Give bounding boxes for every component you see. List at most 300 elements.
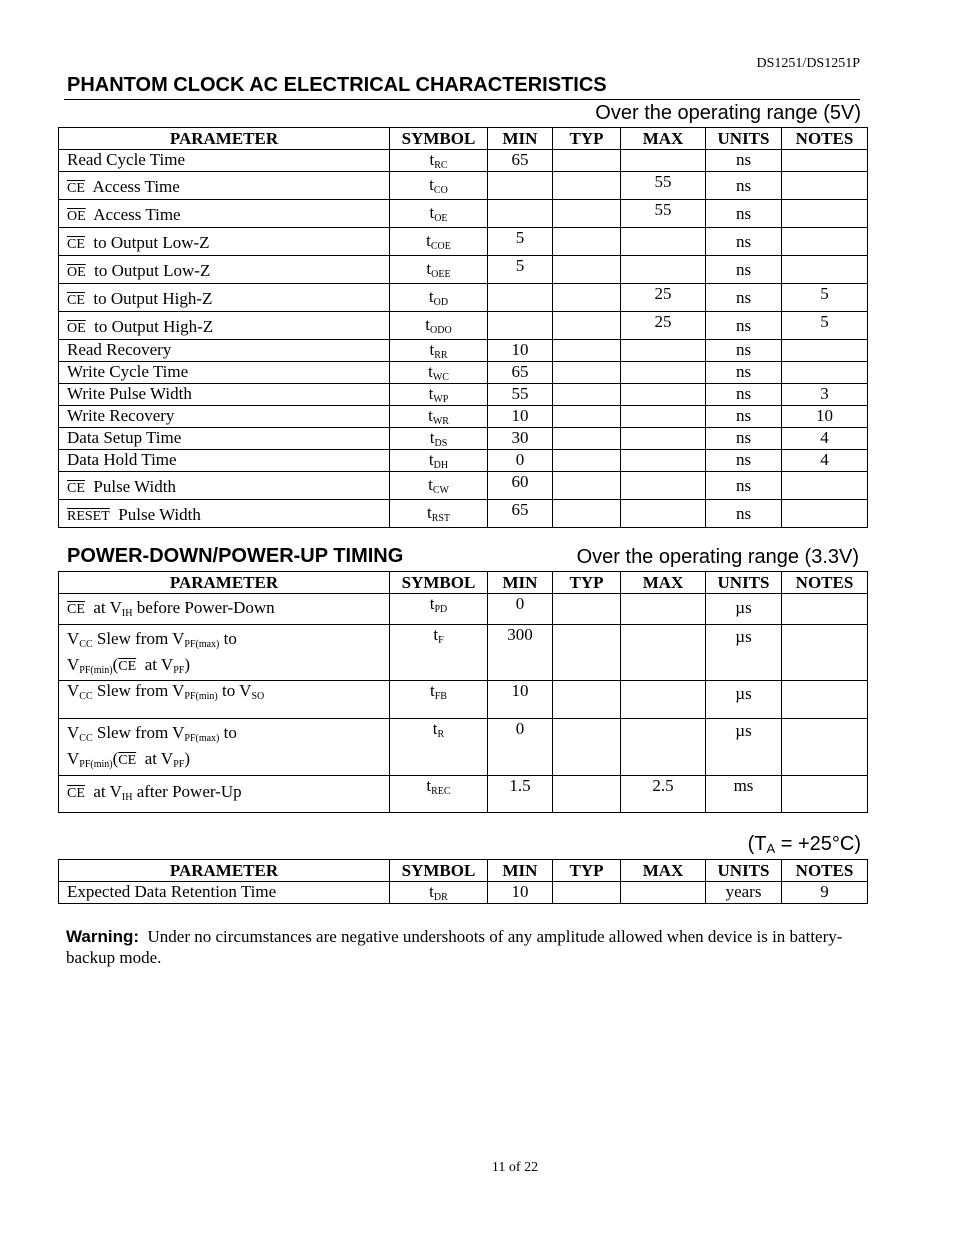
max-cell	[621, 362, 706, 384]
parameter-cell	[59, 312, 390, 340]
parameter-cell	[59, 681, 390, 719]
symbol-cell	[390, 594, 488, 625]
parameter-cell	[59, 500, 390, 528]
symbol-sub: F	[438, 635, 444, 646]
param-sub: PF(min)	[184, 691, 218, 702]
param-text: Access Time	[92, 177, 180, 196]
symbol-text: t	[426, 259, 432, 278]
param-text: Read Cycle Time	[67, 150, 186, 169]
table-row	[59, 312, 868, 340]
param-text: to V	[221, 681, 252, 700]
param-text: to	[223, 629, 237, 648]
symbol-sub: OEE	[431, 269, 451, 280]
parameter-cell	[59, 228, 390, 256]
param-sub: CC	[79, 691, 93, 702]
symbol-sub: CO	[433, 185, 448, 196]
condition-text: = +25°C)	[775, 833, 861, 855]
parameter-cell	[59, 150, 390, 172]
max-cell	[621, 719, 706, 776]
parameter-cell	[59, 625, 390, 681]
ce-signal: $\overline{CE}$	[118, 753, 137, 768]
max-cell	[621, 384, 706, 406]
param-text: after Power-Up	[136, 782, 242, 801]
col-header-min: MIN	[488, 860, 553, 882]
units-cell: ns	[706, 150, 782, 172]
symbol-text: t	[428, 384, 434, 403]
min-cell: 10	[488, 406, 553, 428]
col-header-max: MAX	[621, 572, 706, 594]
param-text: V	[67, 629, 80, 648]
symbol-sub: OD	[433, 297, 449, 308]
table-row	[59, 172, 868, 200]
typ-cell	[553, 284, 621, 312]
max-cell	[621, 882, 706, 904]
operating-range-5v: Over the operating range (5V)	[595, 102, 861, 124]
parameter-cell	[59, 172, 390, 200]
typ-cell	[553, 472, 621, 500]
param-text: V	[67, 681, 80, 700]
typ-cell	[553, 719, 621, 776]
min-cell: 0	[488, 719, 553, 776]
min-cell: 55	[488, 384, 553, 406]
min-cell: 30	[488, 428, 553, 450]
symbol-text: t	[429, 340, 435, 359]
symbol-text: t	[429, 428, 435, 447]
notes-cell: 5	[782, 312, 868, 340]
symbol-text: t	[429, 882, 434, 901]
param-text: )	[184, 749, 190, 768]
symbol-text: t	[429, 150, 435, 169]
temperature-condition	[748, 833, 861, 856]
col-header-notes: NOTES	[782, 572, 868, 594]
page-number: 11 of 22	[491, 1160, 539, 1175]
typ-cell	[553, 882, 621, 904]
param-text: Pulse Width	[93, 477, 176, 496]
symbol-sub: RC	[434, 160, 448, 171]
notes-cell: 10	[782, 406, 868, 428]
units-cell: µs	[706, 719, 782, 776]
param-sub: CC	[79, 733, 93, 744]
col-header-symbol: SYMBOL	[390, 860, 488, 882]
param-text: before Power-Down	[136, 598, 275, 617]
oe-signal: $\overline{OE}$	[67, 321, 86, 336]
notes-cell	[782, 594, 868, 625]
param-text: Read Recovery	[67, 340, 172, 359]
typ-cell	[553, 362, 621, 384]
units-cell: ns	[706, 340, 782, 362]
max-cell	[621, 450, 706, 472]
param-sub: PF(max)	[184, 639, 220, 650]
units-cell: ns	[706, 362, 782, 384]
col-header-units: UNITS	[706, 572, 782, 594]
symbol-cell	[390, 882, 488, 904]
param-text: (	[112, 749, 119, 768]
param-sub: IH	[121, 792, 133, 803]
col-header-parameter: PARAMETER	[59, 128, 390, 150]
max-cell	[621, 228, 706, 256]
param-text: V	[67, 655, 80, 674]
typ-cell	[553, 681, 621, 719]
symbol-sub: OE	[434, 213, 448, 224]
min-cell: 65	[488, 150, 553, 172]
col-header-parameter: PARAMETER	[59, 860, 390, 882]
table-row	[59, 228, 868, 256]
max-cell: 55	[621, 200, 706, 228]
table-row	[59, 681, 868, 719]
symbol-text: t	[432, 719, 438, 738]
typ-cell	[553, 256, 621, 284]
typ-cell	[553, 428, 621, 450]
min-cell	[488, 172, 553, 200]
param-text: Slew from V	[96, 629, 185, 648]
symbol-sub: RST	[431, 513, 451, 524]
max-cell	[621, 500, 706, 528]
min-cell: 10	[488, 882, 553, 904]
notes-cell	[782, 719, 868, 776]
min-cell: 10	[488, 340, 553, 362]
symbol-cell	[390, 500, 488, 528]
table-row	[59, 406, 868, 428]
table-row	[59, 500, 868, 528]
typ-cell	[553, 406, 621, 428]
table-row	[59, 200, 868, 228]
ce-signal: $\overline{CE}$	[67, 786, 85, 801]
symbol-sub: DS	[434, 438, 448, 449]
parameter-cell	[59, 428, 390, 450]
col-header-notes: NOTES	[782, 128, 868, 150]
document-id: DS1251/DS1251P	[756, 56, 860, 71]
symbol-sub: FB	[434, 691, 447, 702]
units-cell: ns	[706, 428, 782, 450]
parameter-cell	[59, 776, 390, 813]
notes-cell: 9	[782, 882, 868, 904]
parameter-cell	[59, 340, 390, 362]
col-header-max: MAX	[621, 128, 706, 150]
symbol-sub: DH	[433, 460, 449, 471]
symbol-cell	[390, 681, 488, 719]
symbol-sub: WP	[433, 394, 449, 405]
table-row	[59, 256, 868, 284]
symbol-sub: RR	[434, 350, 448, 361]
max-cell	[621, 406, 706, 428]
title-rule	[64, 99, 860, 100]
col-header-typ: TYP	[553, 128, 621, 150]
col-header-min: MIN	[488, 572, 553, 594]
symbol-cell	[390, 776, 488, 813]
notes-cell: 5	[782, 284, 868, 312]
symbol-sub: CW	[432, 485, 449, 496]
param-text: at V	[93, 598, 122, 617]
symbol-text: t	[429, 203, 435, 222]
min-cell: 1.5	[488, 776, 553, 813]
parameter-cell	[59, 362, 390, 384]
ce-signal: $\overline{CE}$	[67, 481, 85, 496]
max-cell	[621, 594, 706, 625]
param-text: to Output Low-Z	[93, 233, 210, 252]
max-cell: 2.5	[621, 776, 706, 813]
notes-cell	[782, 625, 868, 681]
oe-signal: $\overline{OE}$	[67, 209, 86, 224]
parameter-cell	[59, 256, 390, 284]
min-cell: 0	[488, 594, 553, 625]
param-text: (	[112, 655, 119, 674]
max-cell	[621, 428, 706, 450]
symbol-text: t	[428, 362, 433, 381]
notes-cell	[782, 362, 868, 384]
typ-cell	[553, 200, 621, 228]
parameter-cell	[59, 450, 390, 472]
notes-cell: 3	[782, 384, 868, 406]
typ-cell	[553, 625, 621, 681]
parameter-cell	[59, 200, 390, 228]
symbol-cell	[390, 200, 488, 228]
max-cell	[621, 340, 706, 362]
symbol-text: t	[428, 475, 433, 494]
units-cell: µs	[706, 625, 782, 681]
units-cell: ns	[706, 450, 782, 472]
max-cell	[621, 681, 706, 719]
units-cell: ns	[706, 384, 782, 406]
param-text: at V	[144, 749, 174, 768]
max-cell: 25	[621, 312, 706, 340]
col-header-typ: TYP	[553, 860, 621, 882]
table-row	[59, 428, 868, 450]
param-text: at V	[93, 782, 122, 801]
min-cell	[488, 200, 553, 228]
min-cell: 0	[488, 450, 553, 472]
min-cell: 10	[488, 681, 553, 719]
units-cell: ns	[706, 228, 782, 256]
min-cell	[488, 312, 553, 340]
param-text: Write Recovery	[67, 406, 175, 425]
notes-cell	[782, 200, 868, 228]
min-cell: 5	[488, 256, 553, 284]
symbol-sub: ODO	[430, 325, 452, 336]
ce-signal: $\overline{CE}$	[67, 237, 85, 252]
col-header-max: MAX	[621, 860, 706, 882]
typ-cell	[553, 594, 621, 625]
symbol-text: t	[426, 776, 432, 795]
min-cell: 5	[488, 228, 553, 256]
notes-cell	[782, 150, 868, 172]
symbol-sub: WR	[432, 416, 449, 427]
symbol-sub: WC	[432, 372, 449, 383]
col-header-min: MIN	[488, 128, 553, 150]
units-cell: ns	[706, 284, 782, 312]
table-row	[59, 150, 868, 172]
symbol-text: t	[426, 503, 432, 522]
section-title-power-timing: POWER-DOWN/POWER-UP TIMING	[67, 545, 404, 567]
typ-cell	[553, 450, 621, 472]
max-cell	[621, 625, 706, 681]
table-header-row	[59, 572, 868, 594]
symbol-cell	[390, 312, 488, 340]
notes-cell	[782, 500, 868, 528]
parameter-cell	[59, 384, 390, 406]
parameter-cell	[59, 472, 390, 500]
symbol-text: t	[428, 450, 434, 469]
symbol-cell	[390, 384, 488, 406]
param-text: V	[67, 749, 80, 768]
param-text: Write Pulse Width	[67, 384, 192, 403]
units-cell: years	[706, 882, 782, 904]
typ-cell	[553, 500, 621, 528]
power-timing-table	[58, 571, 868, 813]
col-header-notes: NOTES	[782, 860, 868, 882]
typ-cell	[553, 228, 621, 256]
param-sub: PF	[173, 759, 185, 770]
symbol-text: t	[425, 315, 431, 334]
notes-cell	[782, 228, 868, 256]
symbol-cell	[390, 228, 488, 256]
col-header-units: UNITS	[706, 860, 782, 882]
symbol-cell	[390, 625, 488, 681]
param-text: to Output High-Z	[93, 289, 213, 308]
notes-cell	[782, 340, 868, 362]
table-header-row	[59, 128, 868, 150]
col-header-typ: TYP	[553, 572, 621, 594]
table-row	[59, 450, 868, 472]
warning-label: Warning:	[66, 927, 140, 946]
symbol-text: t	[433, 625, 439, 644]
symbol-cell	[390, 284, 488, 312]
param-text: to	[223, 723, 237, 742]
condition-text: (T	[747, 833, 767, 855]
notes-cell	[782, 172, 868, 200]
table-row	[59, 284, 868, 312]
symbol-cell	[390, 719, 488, 776]
parameter-cell: Expected Data Retention Time	[59, 882, 390, 904]
typ-cell	[553, 384, 621, 406]
max-cell	[621, 256, 706, 284]
param-text: V	[67, 723, 80, 742]
ce-signal: $\overline{CE}$	[67, 293, 85, 308]
param-text: at V	[144, 655, 174, 674]
units-cell: ns	[706, 256, 782, 284]
data-retention-table	[58, 859, 868, 904]
parameter-cell	[59, 284, 390, 312]
parameter-cell	[59, 719, 390, 776]
symbol-text: t	[429, 175, 434, 194]
table-row	[59, 472, 868, 500]
table-header-row	[59, 860, 868, 882]
min-cell: 300	[488, 625, 553, 681]
param-text: Write Cycle Time	[67, 362, 189, 381]
symbol-sub: PD	[434, 604, 448, 615]
symbol-text: t	[429, 594, 435, 613]
param-sub: SO	[251, 691, 265, 702]
min-cell: 60	[488, 472, 553, 500]
symbol-text: t	[426, 231, 431, 250]
max-cell	[621, 150, 706, 172]
table-row	[59, 882, 868, 904]
param-text: to Output Low-Z	[94, 261, 211, 280]
warning-note	[66, 926, 866, 968]
table-row	[59, 340, 868, 362]
ce-signal: $\overline{CE}$	[118, 659, 137, 674]
param-sub: CC	[79, 639, 93, 650]
table-row	[59, 776, 868, 813]
col-header-symbol: SYMBOL	[390, 572, 488, 594]
col-header-symbol: SYMBOL	[390, 128, 488, 150]
operating-range-3v3: Over the operating range (3.3V)	[576, 546, 859, 568]
units-cell: ns	[706, 406, 782, 428]
units-cell: ns	[706, 200, 782, 228]
typ-cell	[553, 776, 621, 813]
max-cell: 55	[621, 172, 706, 200]
table-row	[59, 362, 868, 384]
param-sub: PF(min)	[79, 665, 113, 676]
symbol-sub: COE	[430, 241, 451, 252]
units-cell: µs	[706, 594, 782, 625]
units-cell: ns	[706, 472, 782, 500]
symbol-sub: R	[437, 729, 445, 740]
min-cell: 65	[488, 500, 553, 528]
notes-cell: 4	[782, 428, 868, 450]
symbol-cell	[390, 256, 488, 284]
units-cell: ns	[706, 172, 782, 200]
table-row	[59, 625, 868, 681]
oe-signal: $\overline{OE}$	[67, 265, 86, 280]
symbol-cell	[390, 472, 488, 500]
symbol-cell	[390, 428, 488, 450]
param-text: )	[184, 655, 190, 674]
symbol-text: t	[430, 681, 435, 700]
max-cell	[621, 472, 706, 500]
reset-signal: RESET	[67, 509, 110, 524]
ce-signal: $\overline{CE}$	[67, 602, 85, 617]
param-text: Slew from V	[96, 723, 185, 742]
col-header-units: UNITS	[706, 128, 782, 150]
ce-signal: $\overline{CE}$	[67, 181, 85, 196]
min-cell: 65	[488, 362, 553, 384]
symbol-cell	[390, 172, 488, 200]
units-cell: µs	[706, 681, 782, 719]
symbol-cell	[390, 362, 488, 384]
param-text: Data Setup Time	[67, 428, 182, 447]
symbol-sub: REC	[431, 786, 451, 797]
param-sub: PF	[173, 665, 185, 676]
notes-cell: 4	[782, 450, 868, 472]
table-row	[59, 719, 868, 776]
notes-cell	[782, 681, 868, 719]
param-sub: PF(max)	[184, 733, 220, 744]
param-sub: IH	[121, 608, 133, 619]
parameter-cell	[59, 594, 390, 625]
param-text: to Output High-Z	[94, 317, 214, 336]
units-cell: ns	[706, 500, 782, 528]
units-cell: ns	[706, 312, 782, 340]
notes-cell	[782, 472, 868, 500]
param-text: Data Hold Time	[67, 450, 177, 469]
ac-characteristics-table	[58, 127, 868, 528]
symbol-cell	[390, 340, 488, 362]
symbol-cell	[390, 450, 488, 472]
typ-cell	[553, 340, 621, 362]
symbol-cell	[390, 406, 488, 428]
symbol-text: t	[428, 287, 434, 306]
table-row	[59, 594, 868, 625]
param-text: Pulse Width	[118, 505, 201, 524]
param-sub: PF(min)	[79, 759, 113, 770]
notes-cell	[782, 776, 868, 813]
condition-sub: A	[766, 841, 776, 856]
units-cell: ms	[706, 776, 782, 813]
section-title-ac-characteristics: PHANTOM CLOCK AC ELECTRICAL CHARACTERISTICS	[67, 74, 607, 96]
max-cell: 25	[621, 284, 706, 312]
typ-cell	[553, 172, 621, 200]
param-text: Slew from V	[96, 681, 185, 700]
